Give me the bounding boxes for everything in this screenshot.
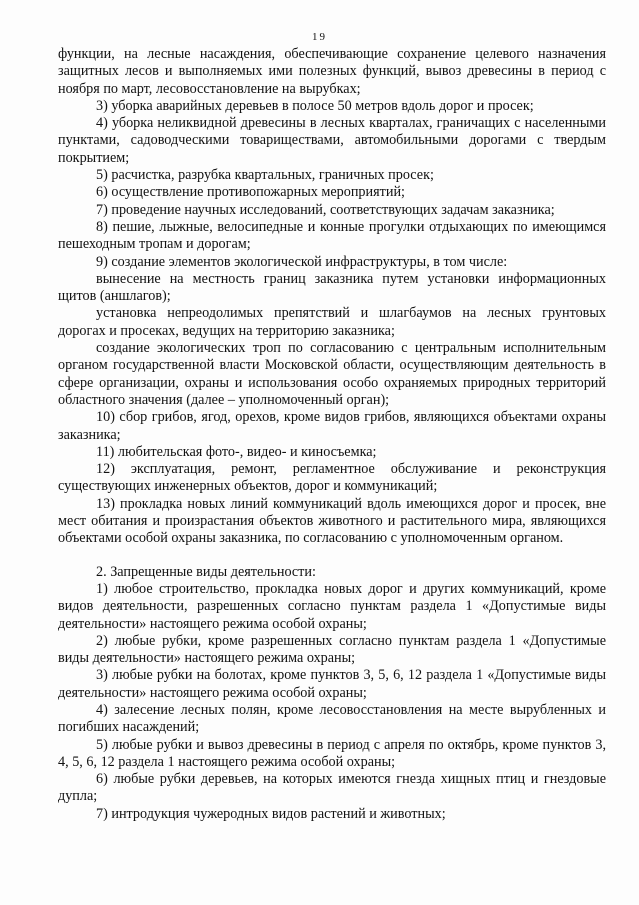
paragraph: 10) сбор грибов, ягод, орехов, кроме видов грибов, являющихся объектами охраны заказника;	[58, 409, 606, 443]
paragraph: создание экологических троп по согласованию с центральным исполнительным органом государственной власти Московской области, осуществляющим деятельность в сфере организации, охраны и использования особо охраняемых природных территорий областного значения (далее – уполномоченный орган);	[58, 340, 606, 408]
paragraph: 4) залесение лесных полян, кроме лесовосстановления на месте вырубленных и погибших насаждений;	[58, 701, 606, 736]
paragraph: 8) пешие, лыжные, велосипедные и конные прогулки отдыхающих по имеющимся пешеходным тропам и дорогам;	[58, 218, 606, 253]
paragraph: 7) интродукция чужеродных видов растений и животных;	[96, 805, 446, 822]
paragraph: 3) уборка аварийных деревьев в полосе 50 метров вдоль дорог и просек;	[96, 97, 534, 114]
paragraph: 5) расчистка, разрубка квартальных, граничных просек;	[96, 167, 434, 184]
paragraph: 1) любое строительство, прокладка новых дорог и других коммуникаций, кроме видов деятельности, разрешенных согласно пунктам раздела 1 «Допустимые виды деятельности» настоящего режима особой охраны;	[58, 580, 606, 632]
document-body	[58, 46, 606, 823]
paragraph: 12) эксплуатация, ремонт, регламентное обслуживание и реконструкция существующих инженерных объектов, дорог и коммуникаций;	[58, 461, 606, 495]
page-number: 19	[312, 31, 327, 43]
paragraph: вынесение на местность границ заказника путем установки информационных щитов (аншлагов);	[58, 270, 606, 305]
paragraph: 6) любые рубки деревьев, на которых имеются гнезда хищных птиц и гнездовые дупла;	[58, 771, 606, 805]
paragraph: 9) создание элементов экологической инфраструктуры, в том числе:	[96, 253, 508, 270]
paragraph: 4) уборка неликвидной древесины в лесных кварталах, граничащих с населенными пунктами, садоводческими товариществами, автомобильными дорогами с твердым покрытием;	[58, 115, 606, 166]
paragraph: 5) любые рубки и вывоз древесины в период с апреля по октябрь, кроме пунктов 3, 4, 5, 6, 12 раздела 1 настоящего режима особой охраны;	[58, 736, 606, 770]
section-spacer	[58, 548, 606, 564]
paragraph: установка непреодолимых препятствий и шлагбаумов на лесных грунтовых дорогах и просеках, ведущих на территорию заказника;	[58, 305, 606, 339]
paragraph: 11) любительская фото-, видео- и киносъемка;	[96, 443, 377, 460]
paragraph: 13) прокладка новых линий коммуникаций вдоль имеющихся дорог и просек, вне мест обитания и произрастания объектов животного и растительного мира, являющихся объектами особой охраны заказника, по согласованию с уполномоченным органом.	[58, 495, 606, 547]
paragraph: функции, на лесные насаждения, обеспечивающие сохранение целевого назначения защитных лесов и выполняемых ими полезных функций, вывоз древесины в период с ноября по март, лесовосстановление на вырубках;	[58, 46, 606, 97]
paragraph: 3) любые рубки на болотах, кроме пунктов 3, 5, 6, 12 раздела 1 «Допустимые виды деятельности» настоящего режима особой охраны;	[58, 667, 606, 701]
paragraph: 6) осуществление противопожарных мероприятий;	[96, 184, 405, 201]
paragraph: 7) проведение научных исследований, соответствующих задачам заказника;	[96, 201, 555, 218]
paragraph: 2. Запрещенные виды деятельности:	[96, 563, 316, 580]
paragraph: 2) любые рубки, кроме разрешенных согласно пунктам раздела 1 «Допустимые виды деятельности» настоящего режима охраны;	[58, 632, 606, 667]
